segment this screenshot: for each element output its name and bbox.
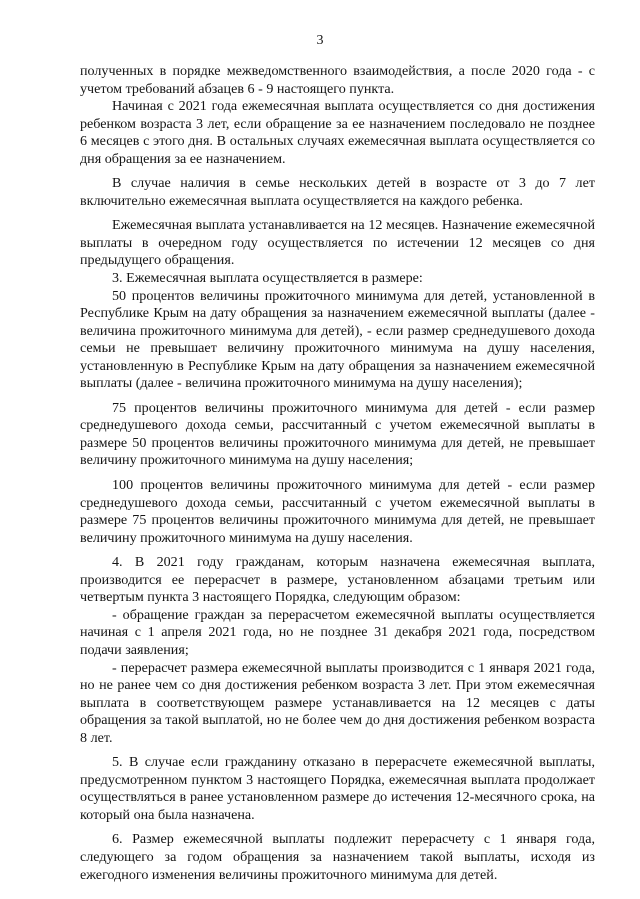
page-number: 3 [316,33,324,48]
paragraph: - обращение граждан за перерасчетом ежемесячной выплаты осуществляется начиная с 1 апреля 2021 года, но не позднее 31 декабря 2021 года, посредством подачи заявления; [80,606,595,658]
paragraph: 3. Ежемесячная выплата осуществляется в размере: [112,270,423,287]
paragraph: 100 процентов величины прожиточного минимума для детей - если размер среднедушевого дохода семьи, рассчитанный с учетом ежемесячной выплаты в размере 75 процентов величины прожиточного минимума для детей, не превышает величину прожиточного минимума на душу населения. [80,477,595,546]
paragraph: 75 процентов величины прожиточного минимума для детей - если размер среднедушевого дохода семьи, рассчитанный с учетом ежемесячной выплаты в размере 50 процентов величины прожиточного минимума для детей, не превышает величину прожиточного минимума на душу населения; [80,399,595,469]
paragraph: 4. В 2021 году гражданам, которым назначена ежемесячная выплата, производится ее перерасчет в размере, установленном абзацами третьим или четвертым пункта 3 настоящего Порядка, следующим образом: [80,554,595,606]
paragraph: Ежемесячная выплата устанавливается на 12 месяцев. Назначение ежемесячной выплаты в очередном году осуществляется по истечении 12 месяцев со дня предыдущего обращения. [80,217,595,269]
document-body [80,63,595,884]
paragraph: 6. Размер ежемесячной выплаты подлежит перерасчету с 1 января года, следующего за годом обращения за назначением такой выплаты, исходя из ежегодного изменения величины прожиточного минимума для детей. [80,831,595,883]
paragraph: Начиная с 2021 года ежемесячная выплата осуществляется со дня достижения ребенком возраста 3 лет, если обращение за ее назначением последовало не позднее 6 месяцев с этого дня. В остальных случаях ежемесячная выплата осуществляется со дня обращения за ее назначением. [80,98,595,167]
paragraph: В случае наличия в семье нескольких детей в возрасте от 3 до 7 лет включительно ежемесячная выплата осуществляется на каждого ребенка. [80,175,595,209]
paragraph: 5. В случае если гражданину отказано в перерасчете ежемесячной выплаты, предусмотренном пунктом 3 настоящего Порядка, ежемесячная выплата продолжает осуществляться в ранее установленном размере до истечения 12-месячного срока, на который она была назначена. [80,754,595,823]
paragraph: - перерасчет размера ежемесячной выплаты производится с 1 января 2021 года, но не ранее чем со дня достижения ребенком возраста 3 лет. При этом ежемесячная выплата в соответствующем размере устанавливается на 12 месяцев с даты обращения за такой выплатой, но не более чем до дня достижения ребенком возраста 8 лет. [80,659,595,746]
paragraph: 50 процентов величины прожиточного минимума для детей, установленной в Республике Крым на дату обращения за назначением ежемесячной выплаты (далее - величина прожиточного минимума для детей), - если размер среднедушевого дохода семьи не превышает величину прожиточного минимума на душу населения, установленную в Республике Крым на дату обращения за назначением ежемесячной выплаты (далее - величина прожиточного минимума на душу населения); [80,287,595,392]
paragraph: полученных в порядке межведомственного взаимодействия, а после 2020 года - с учетом требований абзацев 6 - 9 настоящего пункта. [80,63,595,97]
